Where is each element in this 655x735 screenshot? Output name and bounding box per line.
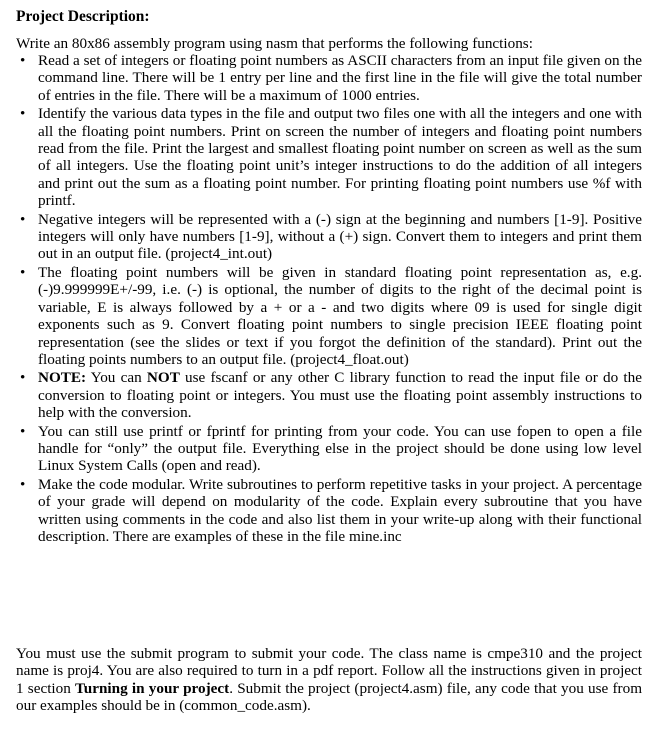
- list-item-text: You can still use printf or fprintf for printing from your code. You can use fopen to open a file handle for “only” the output file. Everything else in the project should be done using low level Linux System Calls (open and read).: [38, 422, 642, 475]
- submission-bold-section: Turning in your project: [75, 679, 230, 697]
- bullet-icon: •: [20, 475, 26, 493]
- list-item-text: The floating point numbers will be given in standard floating point representation as, e.g. (-)9.999999E+/-99, i.e. (-) is optional, the number of digits to the right of the decimal point is variable, E is always followed by a + or a - and two digits where 09 is used for single digit exponents such as 9. Convert floating point numbers to single precision IEEE floating point representation (see the slides or text if you forgot the definition of the standard). Print out the floating points numbers to an output file. (project4_float.out): [38, 263, 642, 368]
- list-item-note: [16, 369, 642, 421]
- bullet-icon: •: [20, 52, 26, 69]
- submission-paragraph: [16, 645, 642, 715]
- note-text-1: You can: [86, 369, 147, 387]
- note-text-2: use fscanf or any other C library function to read the input file or do the conversion to floating point or integers. You must use the floating point assembly instructions to help with the conversion.: [38, 369, 642, 422]
- bullet-icon: •: [20, 422, 26, 440]
- list-item-text: Make the code modular. Write subroutines to perform repetitive tasks in your project. A percentage of your grade will depend on modularity of the code. Explain every subroutine that you have written using comments in the code and also list them in your write-up along with their functional description. There are examples of these in the file mine.inc: [38, 475, 642, 545]
- project-description-heading: Project Description:: [16, 8, 150, 25]
- list-item-identify-types: [16, 105, 642, 209]
- list-item-read-input: [16, 52, 642, 104]
- bullet-icon: •: [20, 263, 26, 281]
- list-item-floating-point: [16, 264, 642, 368]
- note-not-emphasis: NOT: [146, 369, 180, 387]
- list-item-negative-integers: [16, 211, 642, 263]
- list-item-text: Identify the various data types in the file and output two files one with all the integers and one with all the floating point numbers. Print on screen the number of integers and floating point numbers read from the file. Print the largest and smallest floating point number on screen as well as the sum of all integers. Use the floating point unit’s integer instructions to do the addition of all integers and print out the sum as a floating point number. For printing floating point numbers use %f with printf.: [38, 105, 642, 210]
- requirements-list: [16, 52, 642, 546]
- list-item-text: Negative integers will be represented with a (-) sign at the beginning and numbers [1-9]. Positive integers will only have numbers [1-9], without a (+) sign. Convert them to integers and print them out in an output file. (project4_int.out): [38, 210, 642, 263]
- submission-text-2: . Submit the project (project4.asm) file, any code that you use from our examples should be in (common_code.asm).: [16, 679, 643, 715]
- note-label: NOTE:: [38, 369, 87, 387]
- bullet-icon: •: [20, 210, 26, 228]
- bullet-icon: •: [20, 105, 26, 123]
- list-item-printf: [16, 423, 642, 475]
- bullet-icon: •: [20, 369, 26, 387]
- list-item-text: [38, 369, 642, 421]
- submission-text-1: You must use the submit program to submit your code. The class name is cmpe310 and the project name is proj4. You are also required to turn in a pdf report. Follow all the instructions given in project 1 section: [16, 645, 642, 697]
- list-item-modular: [16, 476, 642, 546]
- intro-paragraph: Write an 80x86 assembly program using nasm that performs the following functions:: [16, 35, 533, 52]
- list-item-text: Read a set of integers or floating point numbers as ASCII characters from an input file given on the command line. There will be 1 entry per line and the first line in the file will give the total number of entries in the file. There will be a maximum of 1000 entries.: [38, 52, 642, 104]
